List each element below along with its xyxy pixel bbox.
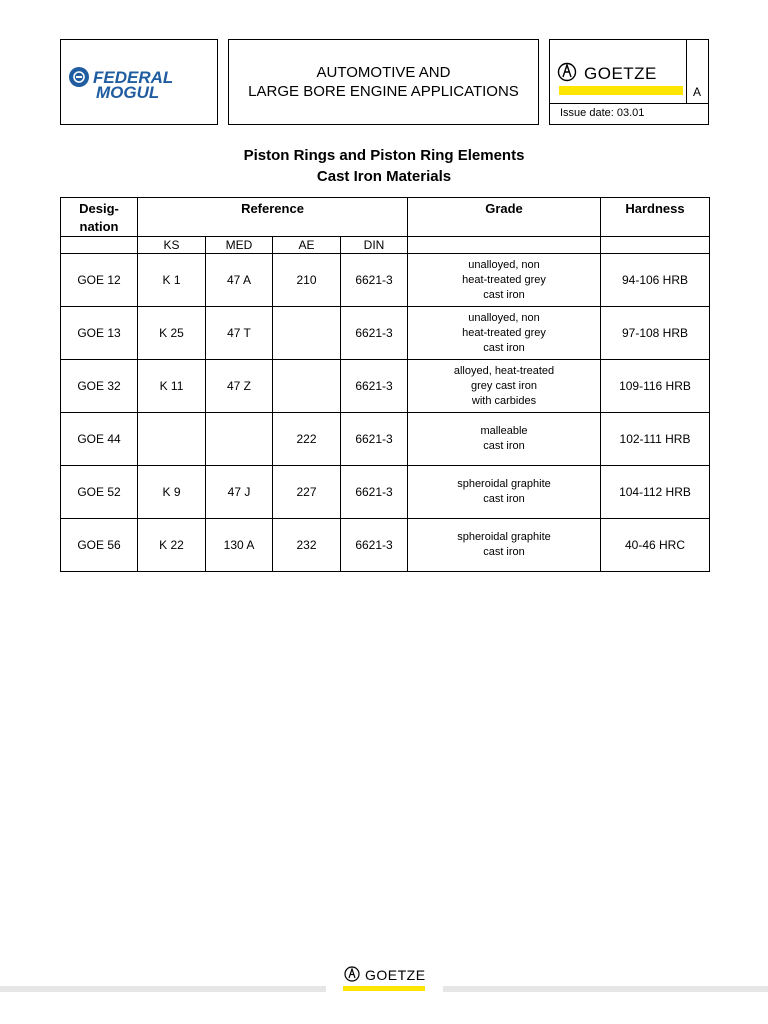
cell-din: 6621-3 (341, 307, 408, 360)
table-header-row (61, 198, 710, 237)
federal-mogul-logo-text: FEDERAL (93, 68, 174, 87)
cell-ks (138, 413, 206, 466)
table-row (61, 466, 710, 519)
cell-med: 47 J (206, 466, 273, 519)
grade-line: cast iron (483, 440, 525, 452)
cell-ks: K 9 (138, 466, 206, 519)
cell-grade (408, 519, 601, 572)
cell-hardness: 97-108 HRB (601, 307, 710, 360)
document-title-line-1: Piston Rings and Piston Ring Elements (243, 147, 525, 164)
subheader-empty (601, 237, 710, 254)
cell-hardness: 102-111 HRB (601, 413, 710, 466)
svg-text:MOGUL: MOGUL (96, 83, 160, 102)
cell-din: 6621-3 (341, 360, 408, 413)
cell-grade (408, 466, 601, 519)
footer-rule-right (443, 986, 768, 992)
subheader-empty (61, 237, 138, 254)
cell-hardness: 104-112 HRB (601, 466, 710, 519)
cell-ks: K 25 (138, 307, 206, 360)
header-reference: Reference (138, 198, 408, 237)
grade-line: cast iron (483, 341, 525, 354)
grade-line: malleable (480, 425, 528, 437)
cell-med: 47 T (206, 307, 273, 360)
goetze-logo-text: GOETZE (584, 64, 657, 83)
cell-designation: GOE 12 (61, 254, 138, 307)
cell-ae: 227 (273, 466, 341, 519)
table-row (61, 360, 710, 413)
header-title-line-1: AUTOMOTIVE AND (316, 64, 451, 81)
table-row (61, 519, 710, 572)
footer-goetze-text: GOETZE (365, 967, 426, 983)
cell-ae: 222 (273, 413, 341, 466)
grade-line: spheroidal graphite (457, 478, 551, 490)
cell-ks: K 11 (138, 360, 206, 413)
cell-grade (408, 307, 601, 360)
subheader-din: DIN (341, 237, 408, 254)
cell-din: 6621-3 (341, 466, 408, 519)
cell-designation: GOE 13 (61, 307, 138, 360)
goetze-logo (550, 40, 685, 102)
grade-line: cast iron (483, 546, 525, 558)
cell-grade (408, 413, 601, 466)
grade-line: spheroidal graphite (457, 531, 551, 543)
cell-designation: GOE 52 (61, 466, 138, 519)
federal-mogul-logo-box (60, 39, 218, 125)
cell-med: 47 A (206, 254, 273, 307)
cell-med: 130 A (206, 519, 273, 572)
cell-din: 6621-3 (341, 413, 408, 466)
materials-table (60, 197, 710, 572)
cell-grade (408, 360, 601, 413)
grade-line: heat-treated grey (462, 273, 546, 286)
grade-line: unalloyed, non (468, 258, 540, 271)
footer-rule-left (0, 986, 326, 992)
document-subtitle: Cast Iron Materials (316, 168, 452, 185)
subheader-med: MED (206, 237, 273, 254)
grade-line: unalloyed, non (468, 311, 540, 324)
table-row (61, 254, 710, 307)
revision-letter: A (693, 85, 702, 99)
table-row (61, 413, 710, 466)
cell-hardness: 94-106 HRB (601, 254, 710, 307)
table-row (61, 307, 710, 360)
cell-designation: GOE 32 (61, 360, 138, 413)
cell-ae (273, 360, 341, 413)
cell-designation: GOE 56 (61, 519, 138, 572)
document-title (0, 145, 768, 187)
cell-ae: 232 (273, 519, 341, 572)
grade-line: alloyed, heat-treated (453, 364, 555, 377)
cell-hardness: 40-46 HRC (601, 519, 710, 572)
cell-din: 6621-3 (341, 519, 408, 572)
cell-grade (408, 254, 601, 307)
cell-med: 47 Z (206, 360, 273, 413)
federal-mogul-logo (61, 40, 217, 124)
cell-med (206, 413, 273, 466)
subheader-empty (408, 237, 601, 254)
issue-date: Issue date: 03.01 (560, 107, 645, 119)
header-designation: Desig- nation (61, 198, 138, 237)
grade-line: grey cast iron (470, 379, 538, 392)
brand-box (549, 39, 709, 125)
subheader-ks: KS (138, 237, 206, 254)
header-hardness: Hardness (601, 198, 710, 237)
cell-ae (273, 307, 341, 360)
cell-designation: GOE 44 (61, 413, 138, 466)
cell-din: 6621-3 (341, 254, 408, 307)
cell-ks: K 1 (138, 254, 206, 307)
header-title (228, 39, 539, 125)
footer-goetze-logo (342, 964, 426, 992)
grade-line: with carbides (471, 394, 537, 407)
cell-ae: 210 (273, 254, 341, 307)
grade-line: heat-treated grey (462, 326, 546, 339)
header-title-line-2: LARGE BORE ENGINE APPLICATIONS (248, 83, 519, 100)
cell-hardness: 109-116 HRB (601, 360, 710, 413)
grade-line: cast iron (483, 288, 525, 301)
table-subheader-row (61, 237, 710, 254)
cell-ks: K 22 (138, 519, 206, 572)
subheader-ae: AE (273, 237, 341, 254)
header-grade: Grade (408, 198, 601, 237)
grade-line: cast iron (483, 493, 525, 505)
